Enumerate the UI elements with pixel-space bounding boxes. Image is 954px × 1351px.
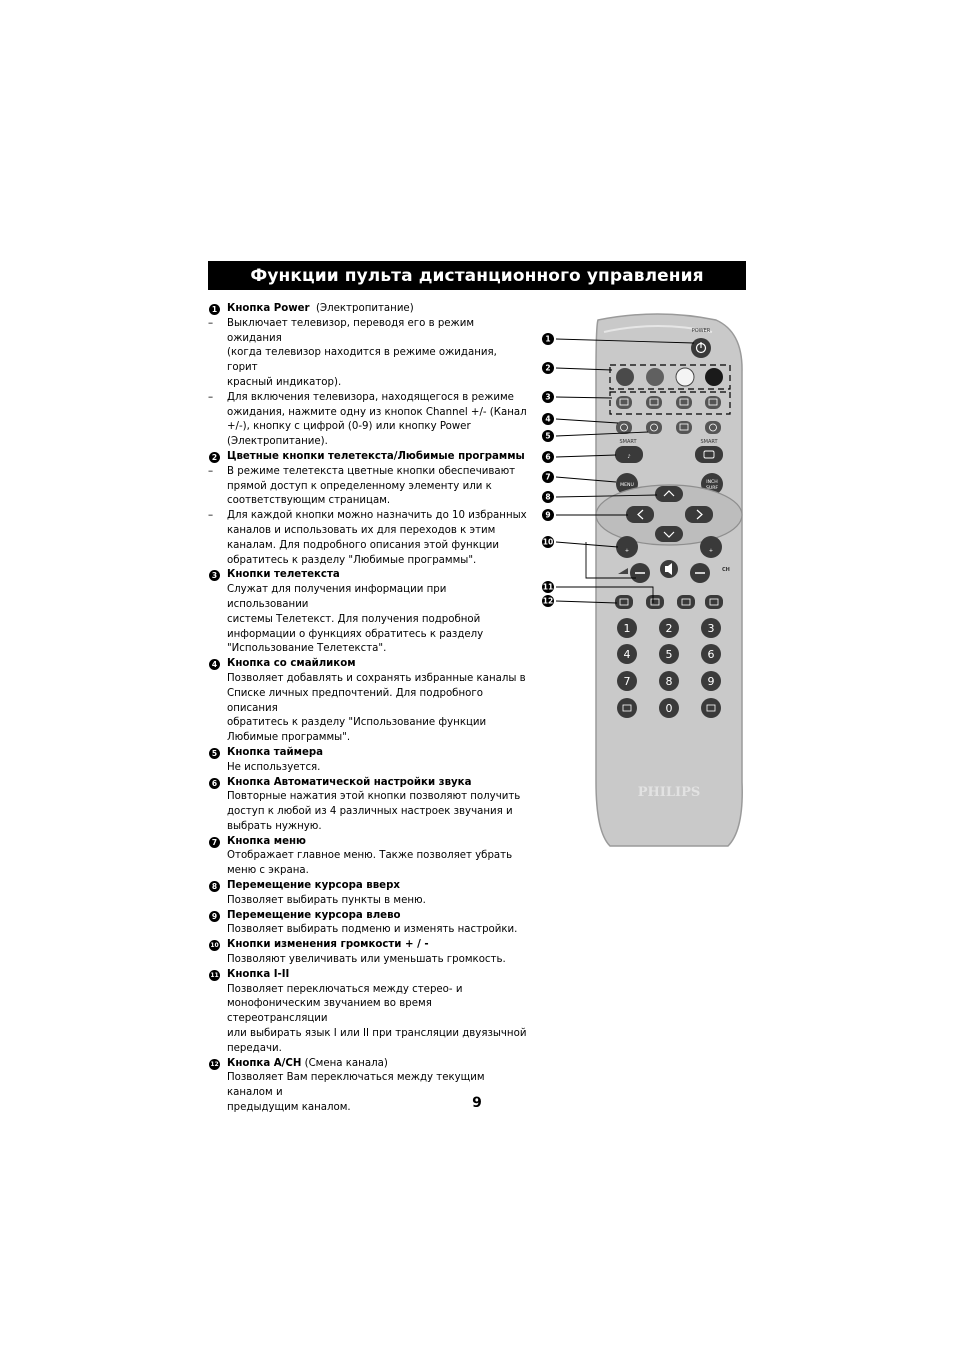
item-title-text: Цветные кнопки телетекста/Любимые программы — [227, 450, 525, 462]
item-title — [208, 657, 530, 672]
item-description-line: передачи. — [227, 1042, 282, 1054]
item-description-line: каналам. Для подробного описания этой функции — [227, 539, 500, 551]
callout-number: 9 — [545, 510, 551, 520]
callout-number: 11 — [542, 582, 554, 592]
item-description-line: обратитесь к разделу "Использование функции — [227, 717, 487, 729]
smart-sound-label: SMART — [619, 439, 637, 445]
av-button[interactable] — [701, 698, 721, 718]
cursor-down-button[interactable] — [655, 526, 683, 542]
smart-picture-button[interactable] — [695, 446, 723, 463]
item-title-suffix: (Электропитание) — [309, 303, 414, 314]
item-description-line: системы Телетекст. Для получения подробной — [227, 613, 481, 625]
item-description-line: Позволяет переключаться между стерео- и — [227, 983, 463, 995]
item-description-line: Отображает главное меню. Также позволяет убрать — [227, 850, 513, 862]
item-number-badge: 2 — [209, 452, 220, 463]
item-title-text: Кнопка A/CH — [227, 1057, 302, 1069]
svg-text:+: + — [624, 548, 630, 554]
item-description-line: соответствующим страницам. — [227, 495, 391, 507]
remote-control-illustration — [538, 312, 748, 852]
brand-logo: PHILIPS — [637, 785, 701, 800]
item-description-line: доступ к любой из 4 различных настроек звучания и — [227, 806, 513, 818]
digit-label: 2 — [665, 622, 673, 635]
item-description-line: каналов и использовать их для переходов к этим — [227, 524, 496, 536]
item-title — [208, 938, 530, 953]
inch-surf-label-2: SURF — [705, 486, 719, 491]
item-number-badge: 1 — [209, 304, 220, 315]
item-title — [208, 450, 530, 465]
item-number-badge: 12 — [210, 1060, 219, 1068]
callout-number: 8 — [545, 492, 551, 502]
item-title — [208, 776, 530, 791]
timer-button[interactable] — [646, 421, 662, 434]
item-description-line: "Использование Телетекста". — [227, 643, 387, 655]
digit-label: 3 — [707, 622, 715, 635]
item-description-line: информации о функциях обратитесь к разделу — [227, 628, 484, 640]
item-number-badge: 10 — [210, 942, 219, 950]
item-title-text: Кнопка со смайликом — [227, 658, 356, 670]
item-title-text: Кнопка I-II — [227, 968, 290, 980]
item-description-line: Списке личных предпочтений. Для подробного описания — [227, 687, 483, 714]
svg-text:+: + — [708, 548, 714, 554]
item-description-line: Позволяют увеличивать или уменьшать громкость. — [227, 954, 506, 966]
item-description-line: Любимые программы". — [227, 732, 351, 744]
section-header-bar — [208, 261, 746, 290]
green-button[interactable] — [646, 368, 664, 386]
item-description-line: (когда телевизор находится в режиме ожидания, горит — [227, 347, 497, 374]
callout-number: 4 — [545, 414, 551, 424]
item-description-line: Служат для получения информации при использовании — [227, 584, 447, 610]
smiley-button[interactable] — [616, 421, 632, 434]
pip-button[interactable] — [617, 698, 637, 718]
item-description-line: – Для включения телевизора, находящегося в режиме — [208, 391, 530, 406]
item-description-line: Позволяет добавлять и сохранять избранные каналы в — [227, 672, 526, 684]
callout-number: 7 — [545, 472, 551, 482]
item-description-line: монофоническим звучанием во время стереотрансляции — [227, 998, 432, 1025]
ch-label: CH — [722, 567, 730, 573]
channel-up-button[interactable] — [700, 536, 722, 558]
item-title-text: Кнопка Power — [227, 303, 310, 314]
item-description-line: Позволяет выбирать подменю и изменять настройки. — [227, 924, 518, 936]
digit-label: 0 — [665, 702, 673, 715]
item-description-line: красный индикатор). — [227, 376, 342, 388]
digit-label: 1 — [623, 622, 631, 635]
item-title-suffix: (Смена канала) — [301, 1057, 388, 1069]
digit-label: 9 — [707, 675, 715, 688]
a-ch-button[interactable] — [615, 595, 633, 609]
digit-label: 5 — [665, 648, 673, 661]
callout-number: 5 — [545, 431, 551, 441]
section-title: Функции пульта дистанционного управления — [250, 265, 704, 286]
item-title — [208, 909, 530, 924]
digit-label: 6 — [707, 648, 715, 661]
yellow-button[interactable] — [676, 368, 694, 386]
item-title-text: Кнопка Автоматической настройки звука — [227, 776, 472, 788]
item-description-line: (Электропитание). — [227, 436, 328, 448]
item-title — [208, 968, 530, 983]
cursor-right-button[interactable] — [685, 506, 713, 523]
item-title — [208, 1057, 530, 1072]
item-description-line: – Выключает телевизор, переводя его в режим ожидания — [208, 317, 530, 347]
menu-label: MENU — [620, 483, 634, 488]
digit-label: 4 — [623, 648, 631, 661]
item-description-line: ожидания, нажмите одну из кнопок Channel +/- (Канал — [227, 406, 527, 418]
item-description-line: +/-), кнопку с цифрой (0-9) или кнопку Power — [227, 421, 471, 433]
item-title — [208, 746, 530, 761]
item-title-text: Кнопка меню — [227, 835, 306, 847]
item-title-text: Перемещение курсора вверх — [227, 880, 400, 892]
item-description-line: – Для каждой кнопки можно назначить до 10 избранных — [208, 509, 530, 524]
function-description-list — [208, 302, 530, 1116]
item-number-badge: 7 — [209, 837, 220, 848]
item-description-line: или выбирать язык I или II при трансляции двуязычной — [227, 1028, 527, 1040]
item-title-text: Кнопки телетекста — [227, 569, 340, 581]
red-button[interactable] — [616, 368, 634, 386]
item-description-line: Позволяет выбирать пункты в меню. — [227, 894, 426, 906]
item-description-line: выбрать нужную. — [227, 820, 322, 832]
item-number-badge: 8 — [209, 881, 220, 892]
callout-number: 6 — [545, 452, 551, 462]
cursor-left-button[interactable] — [626, 506, 654, 523]
i-ii-button[interactable] — [646, 595, 664, 609]
callout-number: 1 — [545, 334, 551, 344]
digit-label: 7 — [623, 675, 631, 688]
blue-button[interactable] — [705, 368, 723, 386]
item-number-badge: 11 — [210, 971, 219, 979]
item-title — [208, 302, 530, 317]
item-description-line: меню с экрана. — [227, 865, 309, 877]
item-number-badge: 3 — [209, 570, 220, 581]
inch-surf-label-1: INCH — [706, 480, 718, 485]
item-description-line: – В режиме телетекста цветные кнопки обеспечивают — [208, 465, 530, 480]
item-description-line: обратитесь к разделу "Любимые программы". — [227, 554, 477, 566]
callout-number: 3 — [545, 392, 551, 402]
item-title-text: Кнопка таймера — [227, 746, 324, 758]
item-title-text: Кнопки изменения громкости + / - — [227, 939, 429, 951]
svg-text:♪: ♪ — [627, 454, 631, 460]
item-title — [208, 568, 530, 583]
item-title-text: Перемещение курсора влево — [227, 909, 401, 921]
digit-label: 8 — [665, 675, 673, 688]
item-description-line: предыдущим каналом. — [227, 1102, 351, 1114]
callout-number: 10 — [542, 537, 554, 547]
item-number-badge: 5 — [209, 748, 220, 759]
smart-picture-label: SMART — [700, 439, 718, 445]
item-title — [208, 835, 530, 850]
page-number: 9 — [472, 1095, 482, 1111]
power-label: POWER — [691, 328, 711, 334]
item-number-badge: 4 — [209, 659, 220, 670]
item-number-badge: 9 — [209, 911, 220, 922]
volume-up-button[interactable] — [616, 536, 638, 558]
cursor-up-button[interactable] — [655, 486, 683, 502]
callout-number: 2 — [545, 363, 551, 373]
item-description-line: Не используется. — [227, 761, 321, 773]
item-description-line: Повторные нажатия этой кнопки позволяют получить — [227, 791, 521, 803]
item-title — [208, 879, 530, 894]
item-description-line: прямой доступ к определенному элементу или к — [227, 480, 492, 492]
remote-body — [596, 314, 742, 846]
item-number-badge: 6 — [209, 778, 220, 789]
item-description-line: Позволяет Вам переключаться между текущим каналом и — [227, 1072, 485, 1099]
callout-number: 12 — [542, 596, 554, 606]
